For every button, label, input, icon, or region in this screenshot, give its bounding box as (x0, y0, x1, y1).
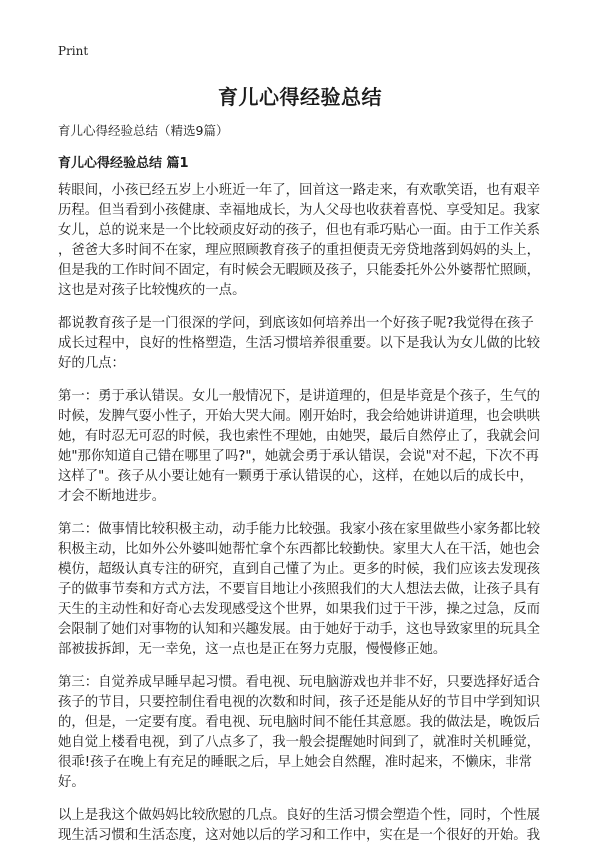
paragraph-line: 这样了"。孩子从小要让她有一颗勇于承认错误的心，这样，在她以后的成长中， (58, 469, 533, 484)
paragraph-line: 会限制了她们对事物的认知和兴趣发展。由于她好于动手，这也导致家里的玩具全 (58, 622, 541, 637)
paragraph-line: 好的几点： (58, 356, 125, 371)
paragraph-line: 很乖!孩子在晚上有充足的睡眠之后，早上她会自然醒，准时起来，不懒床，非常 (58, 755, 533, 770)
paragraph-line: 子的做事节奏和方式方法，不要盲目地让小孩照我们的大人想法去做，让孩子具有 (58, 582, 541, 597)
document-subtitle: 育儿心得经验总结（精选9篇） (58, 123, 229, 138)
paragraph-line: 模仿，超级认真专注的研究，直到自己懂了为止。更多的时候，我们应该去发现孩 (58, 562, 541, 577)
paragraph-line: 积极主动，比如外公外婆叫她帮忙拿个东西都比较勤快。家里大人在干活，她也会 (58, 542, 541, 557)
paragraph-line: 的，但是，一定要有度。看电视、玩电脑时间不能任其意愿。我的做法是，晚饭后 (58, 715, 541, 730)
paragraph (58, 520, 548, 660)
paragraph-line: 她自觉上楼看电视，到了八点多了，我一般会提醒她时间到了，就准时关机睡觉， (58, 735, 541, 750)
paragraph-line: 历程。但当看到小孩健康、幸福地成长，为人父母也收获着喜悦、享受知足。我家 (58, 203, 541, 218)
document-title: 育儿心得经验总结 (218, 85, 382, 109)
paragraph-line: 但是我的工作时间不固定，有时候会无暇顾及孩子，只能委托外公外婆帮忙照顾， (58, 263, 541, 278)
section-heading: 育儿心得经验总结 篇1 (58, 156, 189, 171)
paragraph-line: ，爸爸大多时间不在家，理应照顾教育孩子的重担便责无旁贷地落到妈妈的头上， (58, 243, 541, 258)
paragraph-line: 现生活习惯和生活态度，这对她以后的学习和工作中，实在是一个很好的开始。我 (58, 828, 541, 843)
paragraph (58, 387, 548, 507)
paragraph-line: 孩子的节目，只要控制住看电视的次数和时间，孩子还是能从好的节目中学到知识 (58, 695, 541, 710)
paragraph-line: 部被拔拆卸，无一幸免，这一点也是正在努力克服，慢慢修正她。 (58, 642, 447, 657)
paragraph-line: 她"那你知道自己错在哪里了吗?"，她就会勇于承认错误，会说"对不起，下次不再 (58, 449, 539, 464)
paragraph (58, 673, 548, 793)
paragraph-line: 这也是对孩子比较愧疚的一点。 (58, 283, 246, 298)
paragraph-line: 第一：勇于承认错误。女儿一般情况下，是讲道理的，但是毕竟是个孩子，生气的 (58, 389, 541, 404)
paragraph-line: 好。 (58, 775, 85, 790)
paragraph-line: 女儿，总的说来是一个比较顽皮好动的孩子，但也有乖巧贴心一面。由于工作关系 (58, 223, 541, 238)
paragraph (58, 806, 548, 846)
paragraph-line: 时候，发脾气耍小性子，开始大哭大闹。刚开始时，我会给她讲讲道理，也会哄哄 (58, 409, 541, 424)
article-body (58, 181, 548, 859)
paragraph-line: 第三：自觉养成早睡早起习惯。看电视、玩电脑游戏也并非不好，只要选择好适合 (58, 675, 541, 690)
paragraph-line: 成长过程中，良好的性格塑造，生活习惯培养很重要。以下是我认为女儿做的比较 (58, 336, 541, 351)
paragraph-line: 转眼间，小孩已经五岁上小班近一年了，回首这一路走来，有欢歌笑语，也有艰辛 (58, 183, 541, 198)
paragraph (58, 181, 548, 301)
paragraph-line: 第二：做事情比较积极主动，动手能力比较强。我家小孩在家里做些小家务都比较 (58, 522, 541, 537)
paragraph-line: 天生的主动性和好奇心去发现感受这个世界，如果我们过于干涉，操之过急，反而 (58, 602, 541, 617)
paragraph-line: 以上是我这个做妈妈比较欣慰的几点。良好的生活习惯会塑造个性，同时，个性展 (58, 808, 541, 823)
paragraph-line: 都说教育孩子是一门很深的学问，到底该如何培养出一个好孩子呢?我觉得在孩子 (58, 316, 534, 331)
paragraph (58, 314, 548, 374)
print-link[interactable]: Print (58, 44, 89, 58)
paragraph-line: 才会不断地进步。 (58, 489, 166, 504)
paragraph-line: 她，有时忍无可忍的时候，我也索性不理她，由她哭，最后自然停止了，我就会问 (58, 429, 541, 444)
